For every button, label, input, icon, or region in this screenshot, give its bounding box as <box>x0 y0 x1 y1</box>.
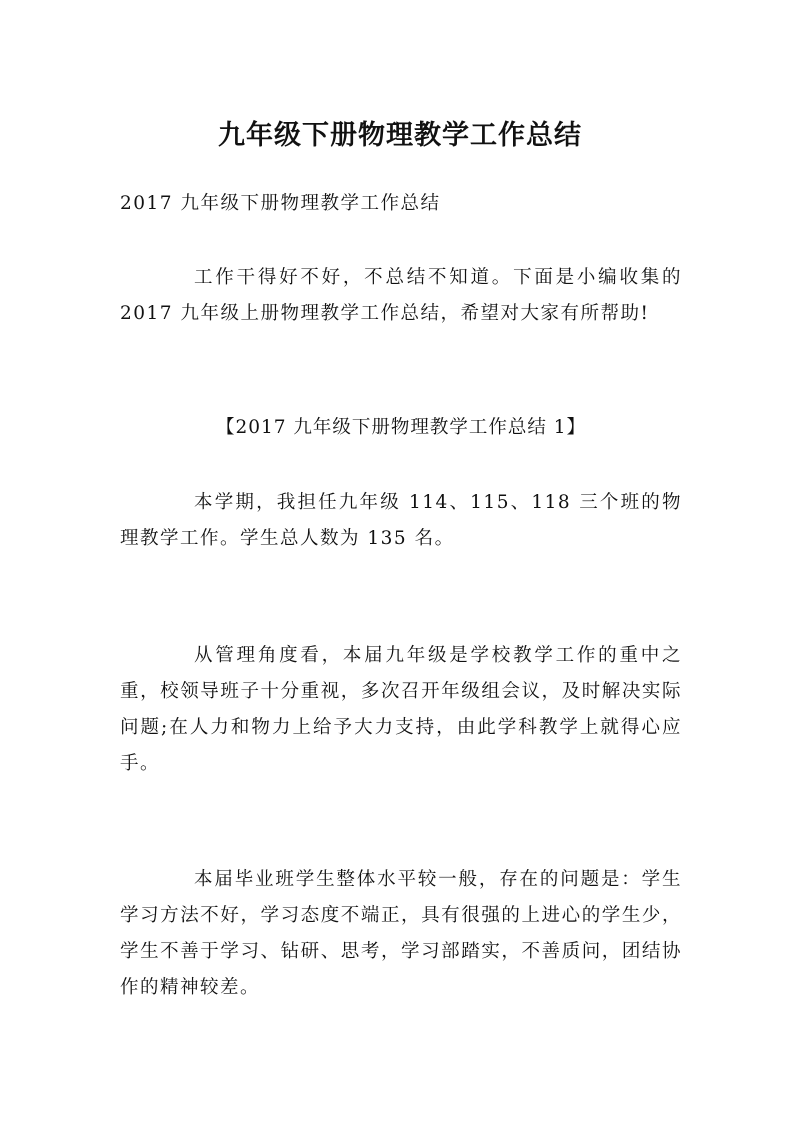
document-subtitle: 2017 九年级下册物理教学工作总结 <box>120 193 441 214</box>
document-title: 九年级下册物理教学工作总结 <box>218 120 582 152</box>
section-heading: 【2017 九年级下册物理教学工作总结 1】 <box>215 417 587 438</box>
intro-paragraph: 工作干得好不好，不总结不知道。下面是小编收集的 2017 九年级上册物理教学工作总结，希望对大家有所帮助! <box>120 267 682 324</box>
body-paragraph-1: 本学期，我担任九年级 114、115、118 三个班的物理教学工作。学生总人数为 135 名。 <box>120 492 682 549</box>
body-paragraph-3: 本届毕业班学生整体水平较一般，存在的问题是：学生学习方法不好，学习态度不端正，具有很强的上进心的学生少，学生不善于学习、钻研、思考，学习部踏实，不善质问，团结协作的精神较差。 <box>120 869 682 998</box>
body-paragraph-2: 从管理角度看，本届九年级是学校教学工作的重中之重，校领导班子十分重视，多次召开年级组会议，及时解决实际问题;在人力和物力上给予大力支持，由此学科教学上就得心应手。 <box>120 645 682 774</box>
